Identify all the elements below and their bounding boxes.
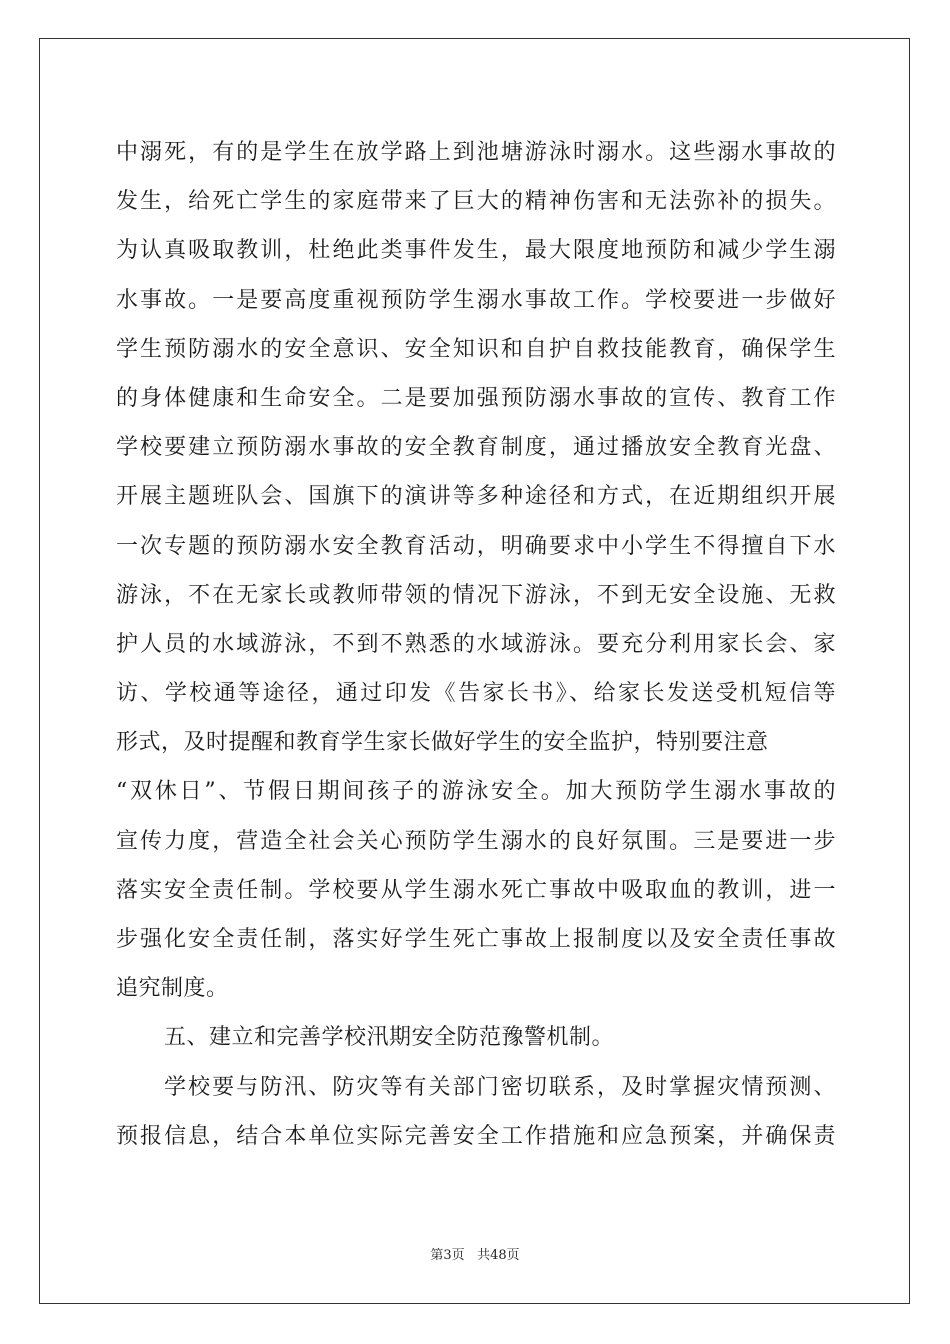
text-line: 追究制度。 <box>116 976 229 1002</box>
text-line: 访、学校通等途径，通过印发《告家长书》、给家长发送受机短信等 <box>116 681 836 707</box>
text-line: 的身体健康和生命安全。二是要加强预防溺水事故的宣传、教育工作 <box>116 385 836 411</box>
text-line: 宣传力度，营造全社会关心预防学生溺水的良好氛围。三是要进一步 <box>116 828 836 854</box>
text-line: “双休日”、节假日期间孩子的游泳安全。加大预防学生溺水事故的 <box>116 779 836 805</box>
page-footer <box>0 1244 950 1263</box>
text-line: 一次专题的预防溺水安全教育活动，明确要求中小学生不得擅自下水 <box>116 533 836 559</box>
text-line: 为认真吸取教训，杜绝此类事件发生，最大限度地预防和减少学生溺 <box>116 238 836 264</box>
text-line: 步强化安全责任制，落实好学生死亡事故上报制度以及安全责任事故 <box>116 927 836 952</box>
section-heading: 五、建立和完善学校汛期安全防范豫警机制。 <box>164 1025 615 1051</box>
text-line: 学校要建立预防溺水事故的安全教育制度，通过播放安全教育光盘、 <box>116 435 836 461</box>
text-line: 护人员的水域游泳，不到不熟悉的水域游泳。要充分利用家长会、家 <box>116 631 836 657</box>
page-total: 共48页 <box>477 1248 520 1263</box>
text-line: 发生，给死亡学生的家庭带来了巨大的精神伤害和无法弥补的损失。 <box>116 189 836 215</box>
text-line: 学生预防溺水的安全意识、安全知识和自护自救技能教育，确保学生 <box>116 336 836 362</box>
page-number: 第3页 <box>430 1248 465 1263</box>
text-line: 游泳，不在无家长或教师带领的情况下游泳，不到无安全设施、无救 <box>116 582 836 608</box>
text-line: 中溺死，有的是学生在放学路上到池塘游泳时溺水。这些溺水事故的 <box>116 140 836 165</box>
text-line: 预报信息，结合本单位实际完善安全工作措施和应急预案，并确保责 <box>116 1123 836 1149</box>
text-line: 开展主题班队会、国旗下的演讲等多种途径和方式，在近期组织开展 <box>116 484 836 510</box>
text-line: 形式，及时提醒和教育学生家长做好学生的安全监护，特别要注意 <box>116 730 769 756</box>
text-line: 学校要与防汛、防灾等有关部门密切联系，及时掌握灾情预测、 <box>164 1074 836 1100</box>
text-line: 水事故。一是要高度重视预防学生溺水事故工作。学校要进一步做好 <box>116 287 836 313</box>
text-line: 落实安全责任制。学校要从学生溺水死亡事故中吸取血的教训，进一 <box>116 877 836 903</box>
document-body <box>116 128 836 1161</box>
